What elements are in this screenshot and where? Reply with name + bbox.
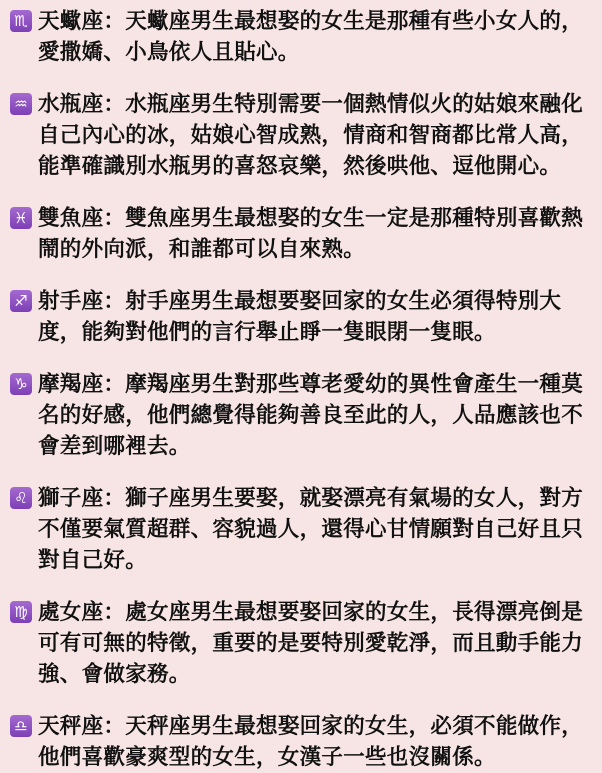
description: 獅子座男生要娶，就娶漂亮有氣場的女人，對方不僅要氣質超群、容貌過人，還得心甘情願對自己好且只對自己好。	[38, 486, 584, 573]
entry-text	[38, 597, 592, 690]
sign-name: 水瓶座	[38, 92, 104, 117]
entry-leo	[10, 483, 592, 576]
separator: ：	[103, 92, 126, 117]
entry-virgo	[10, 597, 592, 690]
entry-aquarius	[10, 89, 592, 182]
entry-text	[38, 286, 592, 348]
sign-name: 處女座	[38, 600, 104, 625]
libra-icon: ♎	[10, 715, 32, 737]
entry-capricorn	[10, 369, 592, 462]
description: 摩羯座男生對那些尊老愛幼的異性會產生一種莫名的好感，他們總覺得能夠善良至此的人，人品應該也不會差到哪裡去。	[38, 372, 584, 459]
entry-text	[38, 6, 592, 68]
sign-name: 天蠍座	[38, 9, 104, 34]
sign-name: 天秤座	[38, 714, 104, 739]
entry-pisces	[10, 203, 592, 265]
description: 雙魚座男生最想娶的女生一定是那種特別喜歡熱鬧的外向派，和誰都可以自來熟。	[38, 206, 584, 262]
separator: ：	[103, 486, 126, 511]
separator: ：	[103, 714, 126, 739]
separator: ：	[103, 9, 126, 34]
description: 水瓶座男生特別需要一個熱情似火的姑娘來融化自己內心的冰，姑娘心智成熟，情商和智商都比常人高，能準確識別水瓶男的喜怒哀樂，然後哄他、逗他開心。	[38, 92, 584, 179]
scorpio-icon: ♏	[10, 10, 32, 32]
entry-text	[38, 483, 592, 576]
entry-text	[38, 369, 592, 462]
description: 天蠍座男生最想娶的女生是那種有些小女人的，愛撒嬌、小鳥依人且貼心。	[38, 9, 584, 65]
sign-name: 射手座	[38, 289, 104, 314]
virgo-icon: ♍	[10, 601, 32, 623]
pisces-icon: ♓	[10, 207, 32, 229]
aquarius-icon: ♒	[10, 93, 32, 115]
entry-sagittarius	[10, 286, 592, 348]
separator: ：	[103, 289, 126, 314]
description: 射手座男生最想要娶回家的女生必須得特別大度，能夠對他們的言行舉止睜一隻眼閉一隻眼。	[38, 289, 562, 345]
sign-name: 摩羯座	[38, 372, 104, 397]
description: 天秤座男生最想娶回家的女生，必須不能做作，他們喜歡豪爽型的女生，女漢子一些也沒關係。	[38, 714, 584, 770]
entry-text	[38, 711, 592, 773]
leo-icon: ♌	[10, 487, 32, 509]
entry-libra	[10, 711, 592, 773]
sign-name: 獅子座	[38, 486, 104, 511]
description: 處女座男生最想要娶回家的女生，長得漂亮倒是可有可無的特徵，重要的是要特別愛乾淨，而且動手能力強、會做家務。	[38, 600, 584, 687]
entry-text	[38, 203, 592, 265]
separator: ：	[103, 372, 126, 397]
entry-text	[38, 89, 592, 182]
sign-name: 雙魚座	[38, 206, 104, 231]
entry-scorpio	[10, 6, 592, 68]
sagittarius-icon: ♐	[10, 290, 32, 312]
separator: ：	[103, 206, 126, 231]
capricorn-icon: ♑	[10, 373, 32, 395]
separator: ：	[103, 600, 126, 625]
